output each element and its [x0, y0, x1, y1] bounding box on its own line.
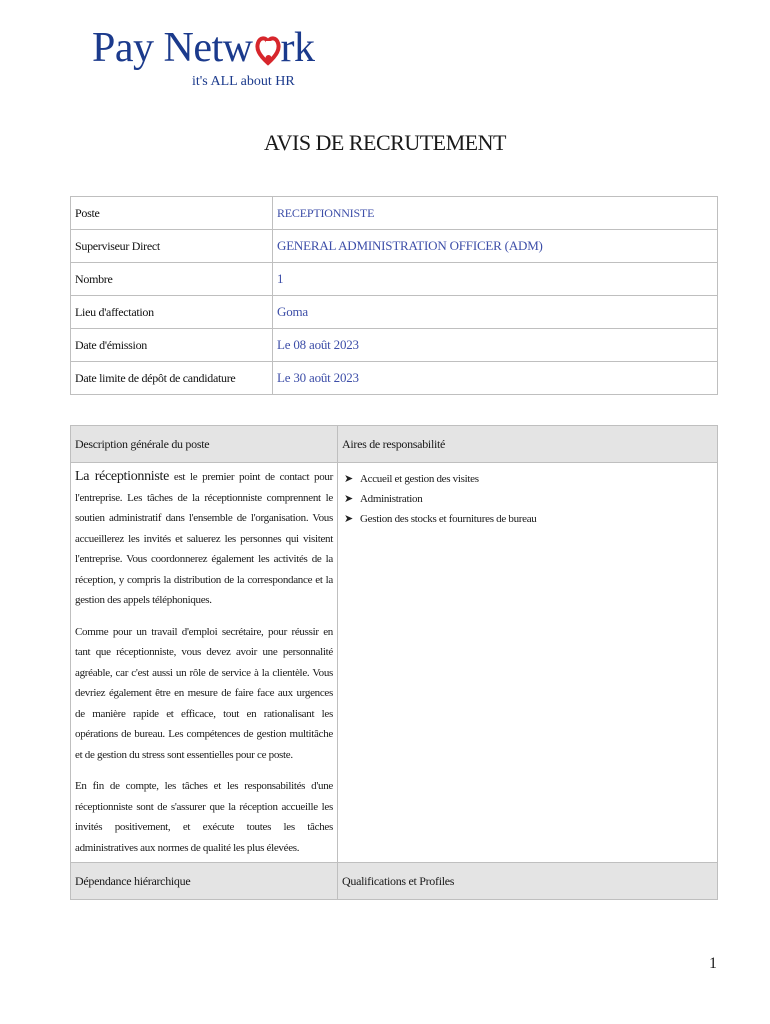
description-lead: La réceptionniste	[75, 469, 170, 484]
info-value: GENERAL ADMINISTRATION OFFICER (ADM)	[273, 230, 718, 263]
description-header: Description générale du poste	[71, 426, 338, 463]
info-value: Goma	[273, 296, 718, 329]
info-row-nombre	[71, 263, 718, 296]
info-label: Date d'émission	[71, 329, 273, 362]
logo-heart-icon	[255, 33, 281, 69]
info-row-date-limite	[71, 362, 718, 395]
info-label: Lieu d'affectation	[71, 296, 273, 329]
logo-brand: Pay Netw rk	[92, 25, 315, 71]
responsibilities-list	[342, 469, 713, 529]
responsibilities-body	[338, 463, 718, 863]
company-logo	[92, 22, 315, 94]
arrow-bullet-icon: ➤	[344, 513, 353, 525]
dependency-header: Dépendance hiérarchique	[71, 863, 338, 900]
description-body	[71, 463, 338, 863]
info-row-poste	[71, 197, 718, 230]
page-title: AVIS DE RECRUTEMENT	[264, 130, 506, 155]
description-paragraph: Comme pour un travail d'emploi secrétaire, pour réussir en tant que réceptionniste, vous devez avoir une personnalité agréable, car c'est aussi un rôle de service à la clientèle. Vous devriez également être en mesure de faire face aux urgences de manière rapide et efficace, tout en rationalisant les opérations de bureau. Les compétences de gestion multitâche et de gestion du stress sont essentielles pour ce poste.	[75, 625, 333, 761]
job-info-table	[70, 196, 718, 395]
arrow-bullet-icon: ➤	[344, 493, 353, 505]
job-description-table	[70, 425, 718, 900]
list-item: ➤ Gestion des stocks et fournitures de bureau	[342, 509, 713, 529]
info-label: Poste	[71, 197, 273, 230]
info-value: RECEPTIONNISTE	[273, 197, 718, 230]
list-item: ➤ Administration	[342, 489, 713, 509]
info-label: Nombre	[71, 263, 273, 296]
qualifications-header: Qualifications et Profiles	[338, 863, 718, 900]
description-paragraph: En fin de compte, les tâches et les responsabilités d'une réceptionniste sont de s'assurer que la réception accueille les invités positivement, et exécute toutes les tâches administratives aux normes de qualité les plus élevées.	[75, 780, 333, 854]
info-row-superviseur	[71, 230, 718, 263]
info-label: Superviseur Direct	[71, 230, 273, 263]
logo-tagline: it's ALL about HR	[192, 74, 295, 89]
arrow-bullet-icon: ➤	[344, 473, 353, 485]
list-item: ➤ Accueil et gestion des visites	[342, 469, 713, 489]
info-value: 1	[273, 263, 718, 296]
info-row-date-emission	[71, 329, 718, 362]
info-value: Le 30 août 2023	[273, 362, 718, 395]
page-number: 1	[709, 955, 717, 972]
info-value: Le 08 août 2023	[273, 329, 718, 362]
info-row-lieu	[71, 296, 718, 329]
info-label: Date limite de dépôt de candidature	[71, 362, 273, 395]
responsibilities-header: Aires de responsabilité	[338, 426, 718, 463]
description-paragraph: La réceptionniste est le premier point de contact pour l'entreprise. Les tâches de la réceptionniste comprennent le soutien administratif dans l'ensemble de l'organisation. Vous accueillerez les invités et saluerez les personnes qui visitent l'entreprise. Vous coordonnerez également les activités de la réception, y compris la distribution de la correspondance et la gestion des appels téléphoniques.	[75, 469, 333, 606]
